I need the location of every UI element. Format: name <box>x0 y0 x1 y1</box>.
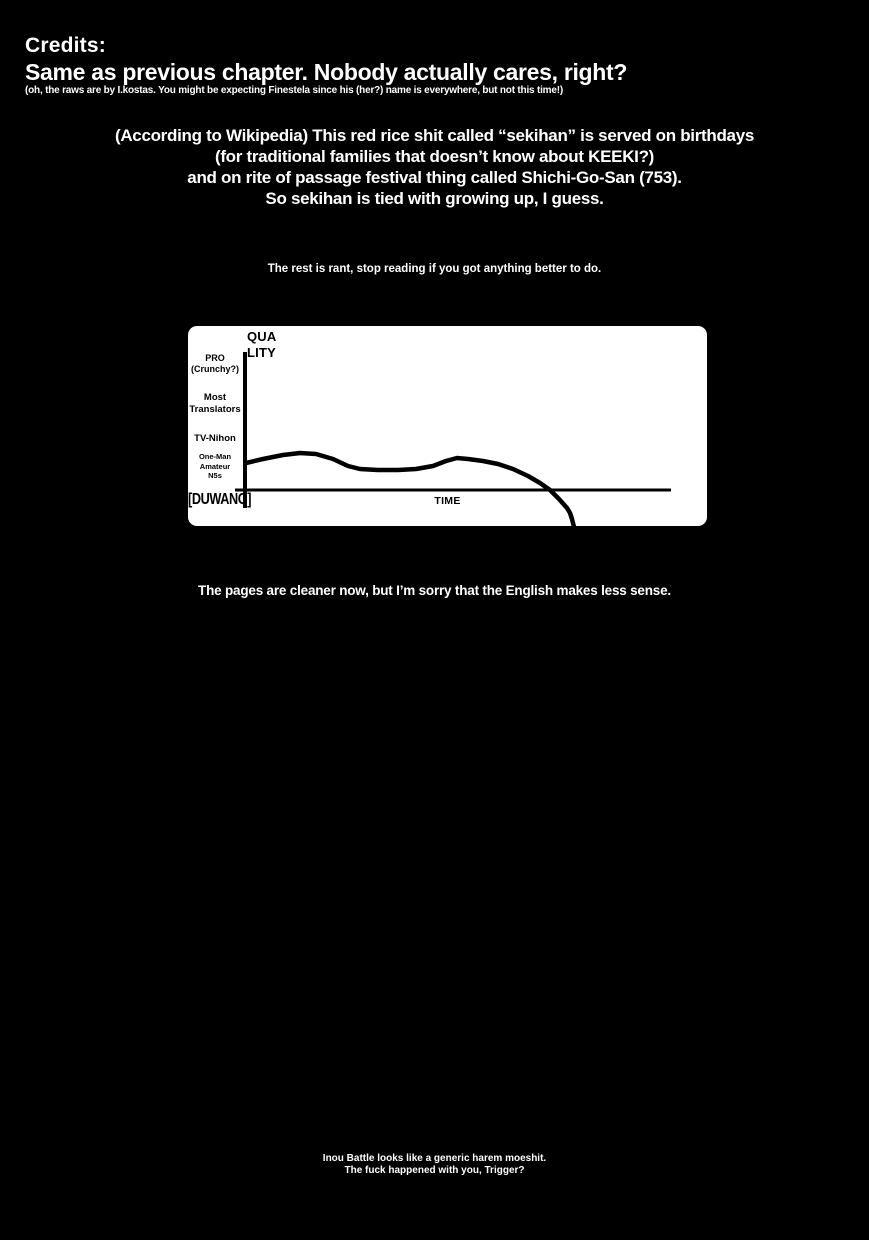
sekihan-note-line: (According to Wikipedia) This red rice shit called “sekihan” is served on birthdays <box>114 126 755 145</box>
y-axis-title-line: QUA <box>247 329 277 344</box>
rant-warning <box>0 263 869 275</box>
credits-title: Credits: <box>25 34 106 57</box>
sekihan-note-line: So sekihan is tied with growing up, I guess. <box>265 189 604 208</box>
pages-note-text: The pages are cleaner now, but I’m sorry that the English makes less sense. <box>198 583 671 598</box>
sekihan-note <box>0 125 869 209</box>
footer-rant <box>0 1153 869 1176</box>
y-tick-pro <box>188 353 242 375</box>
credits-subtitle: Same as previous chapter. Nobody actually cares, right? <box>25 59 628 85</box>
y-tick-pro-line: PRO <box>205 353 225 363</box>
y-tick-one-man-amateur <box>188 452 242 481</box>
quality-time-chart <box>188 326 707 526</box>
y-tick-duwang: [DUWANG] <box>188 491 252 508</box>
y-tick-most-line: Most <box>203 392 227 403</box>
footer-rant-line: Inou Battle looks like a generic harem moeshit. <box>322 1153 547 1164</box>
rant-warning-text: The rest is rant, stop reading if you got anything better to do. <box>267 263 602 275</box>
y-tick-pro-line: (Crunchy?) <box>191 364 239 374</box>
y-axis-title-line: LITY <box>247 344 276 360</box>
y-tick-most-line: Translators <box>189 404 241 415</box>
sekihan-note-line: and on rite of passage festival thing called Shichi-Go-San (753). <box>187 168 682 187</box>
y-axis-title <box>247 329 277 360</box>
footer-rant-line: The fuck happened with you, Trigger? <box>344 1164 525 1176</box>
y-tick-most-translators <box>188 392 242 416</box>
credits-header <box>25 33 627 97</box>
y-tick-tv-nihon: TV-Nihon <box>194 433 236 444</box>
y-tick-one-man-line: Amateur <box>199 461 231 471</box>
raws-note: (oh, the raws are by I.kostas. You might be expecting Finestela since his (her?) name is everywhere, but not this time!) <box>25 85 563 96</box>
sekihan-note-line: (for traditional families that doesn’t know about KEEKI?) <box>214 147 655 166</box>
y-tick-one-man-line: One-Man <box>198 452 232 461</box>
y-tick-one-man-line: N5s <box>208 471 222 480</box>
x-axis-title: TIME <box>434 495 461 507</box>
pages-note <box>0 583 869 598</box>
